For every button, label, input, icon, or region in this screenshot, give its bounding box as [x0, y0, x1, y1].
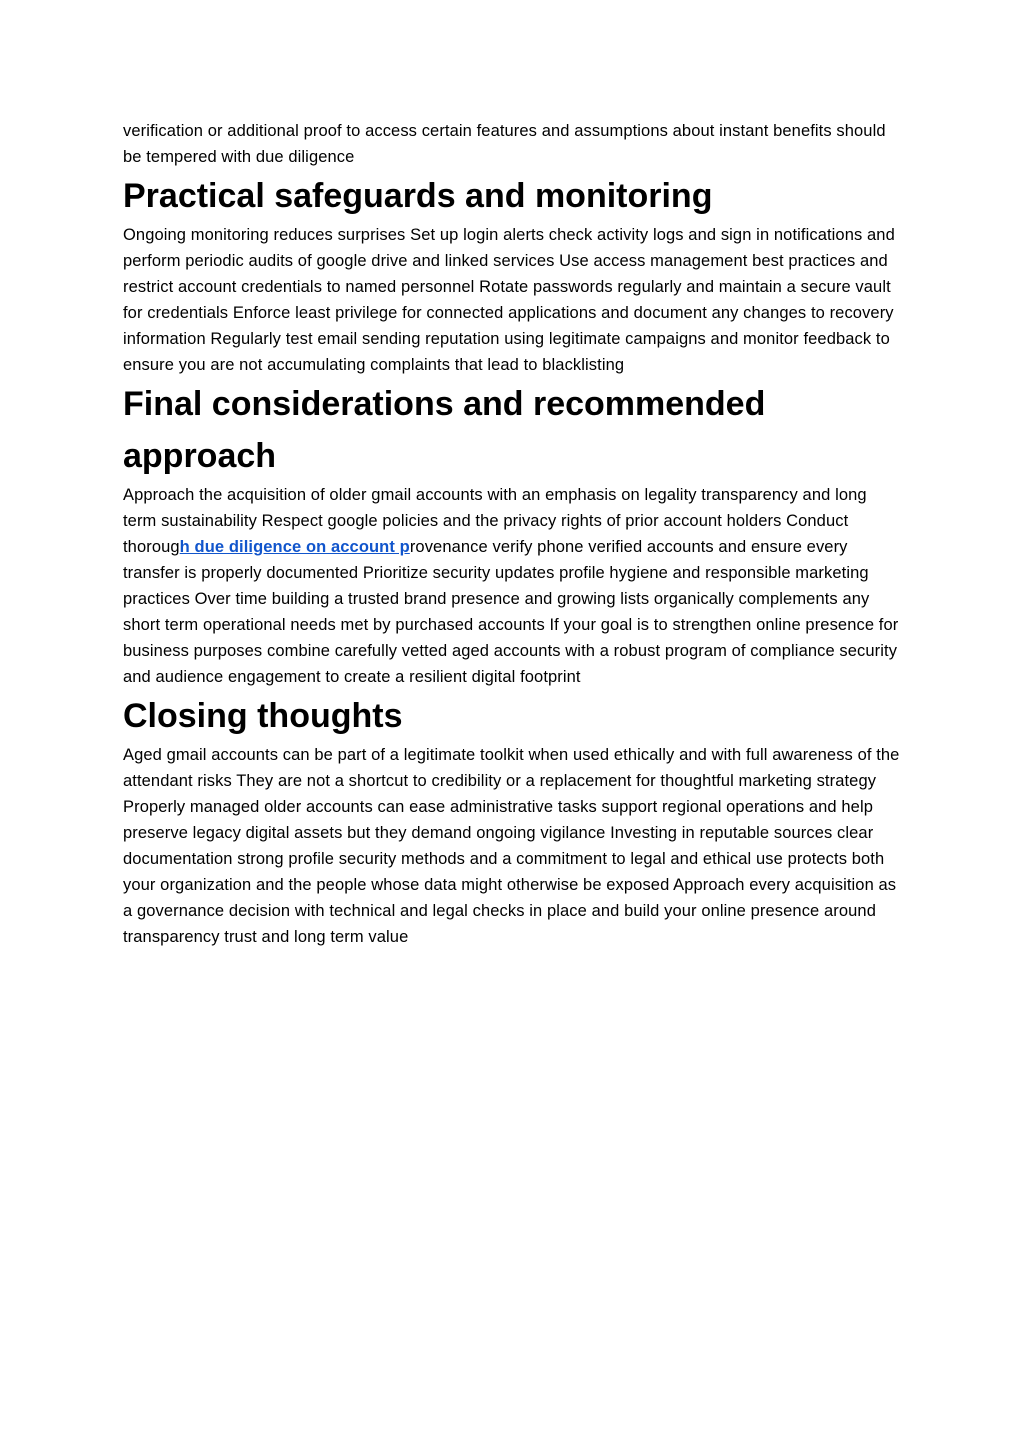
paragraph-final-considerations	[123, 482, 902, 690]
heading-closing-thoughts: Closing thoughts	[123, 697, 403, 735]
text-after-link: rovenance verify phone verified accounts and ensure every transfer is properly documented Prioritize security updates profile hygiene and responsible marketing practices Over time building a trusted brand presence and growing lists organically complements any short term operational needs met by purchased accounts If your goal is to strengthen online presence for business purposes combine carefully vetted aged accounts with a robust program of compliance security and audience engagement to create a resilient digital footprint	[123, 538, 899, 686]
heading-final-considerations: Final considerations and recommended approach	[123, 385, 766, 475]
paragraph-closing: Aged gmail accounts can be part of a legitimate toolkit when used ethically and with full awareness of the attendant risks They are not a shortcut to credibility or a replacement for thoughtful marketing strategy Properly managed older accounts can ease administrative tasks support regional operations and help preserve legacy digital assets but they demand ongoing vigilance Investing in reputable sources clear documentation strong profile security methods and a commitment to legal and ethical use protects both your organization and the people whose data might otherwise be exposed Approach every acquisition as a governance decision with technical and legal checks in place and build your online presence around transparency trust and long term value	[123, 746, 900, 946]
due-diligence-link[interactable]: h due diligence on account p	[179, 538, 410, 556]
heading-practical-safeguards: Practical safeguards and monitoring	[123, 177, 713, 215]
paragraph-monitoring: Ongoing monitoring reduces surprises Set up login alerts check activity logs and sign in notifications and perform periodic audits of google drive and linked services Use access management best practices and restrict account credentials to named personnel Rotate passwords regularly and maintain a secure vault for credentials Enforce least privilege for connected applications and document any changes to recovery information Regularly test email sending reputation using legitimate campaigns and monitor feedback to ensure you are not accumulating complaints that lead to blacklisting	[123, 226, 895, 374]
paragraph-intro-continuation: verification or additional proof to access certain features and assumptions about instant benefits should be tempered with due diligence	[123, 122, 886, 166]
text-before-link: Approach the acquisition of older gmail accounts with an emphasis on legality transparency and long term sustainability Respect google policies and the privacy rights of prior account holders Conduct thoroug	[123, 486, 867, 556]
